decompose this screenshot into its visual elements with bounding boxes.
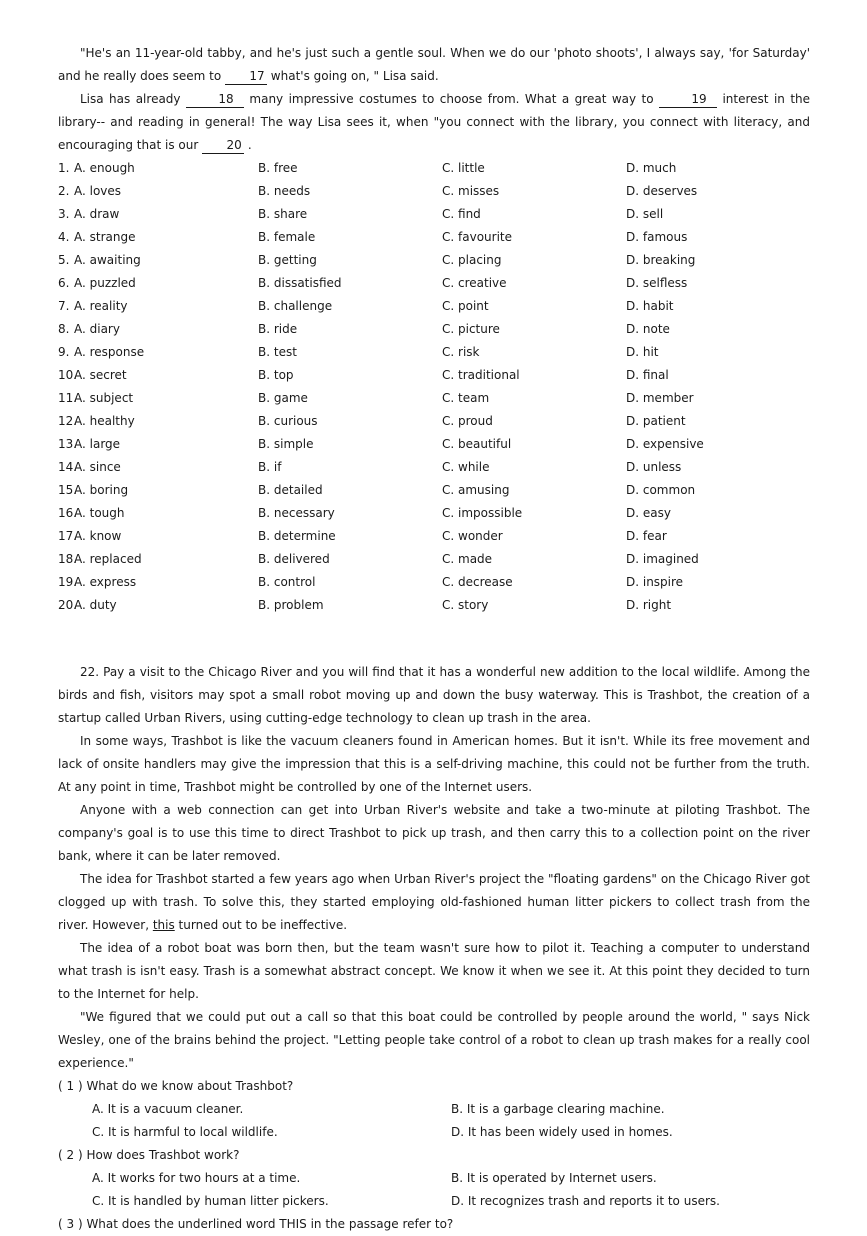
option-d: D. much [626,161,677,175]
choice-c: C. It is handled by human litter pickers. [92,1194,329,1208]
option-b: B. curious [258,414,318,428]
text-run: . [244,138,252,152]
item-number: 8. [58,322,70,336]
option-row [58,364,810,387]
text-run: interest in the library-- and reading in general! The way Lisa sees it, when "you connect with the library, you connect with literacy, and encouraging that is our [58,92,811,152]
section-gap [58,617,810,661]
option-a [58,387,258,410]
option-a [58,548,258,571]
option-c: C. favourite [442,230,512,244]
option-d: D. inspire [626,575,684,589]
option-b: B. female [258,230,316,244]
option-b: B. top [258,368,294,382]
option-d: D. habit [626,299,674,313]
option-d: D. breaking [626,253,696,267]
blank-20: 20 [202,138,244,154]
passage1-paragraph2 [58,88,810,157]
option-row [58,341,810,364]
option-row [58,502,810,525]
option-c: C. traditional [442,368,520,382]
passage2-paragraph4 [58,868,810,937]
passage2-paragraph1: 22. Pay a visit to the Chicago River and you will find that it has a wonderful new addition to the local wildlife. Among the birds and fish, visitors may spot a small robot moving up and down the busy waterway. This is Trashbot, the creation of a startup called Urban Rivers, using cutting-edge technology to clean up trash in the area. [58,665,810,725]
choice-row [58,1190,810,1213]
item-number: 16. [58,506,78,520]
option-a [58,272,258,295]
item-number: 10. [58,368,78,382]
option-d: D. easy [626,506,671,520]
choice-row [58,1167,810,1190]
option-b: B. necessary [258,506,335,520]
option-d: D. member [626,391,694,405]
option-c: C. made [442,552,493,566]
option-row [58,157,810,180]
option-b: B. detailed [258,483,323,497]
item-number: 15. [58,483,78,497]
choice-row [58,1121,810,1144]
choice-b: B. It is operated by Internet users. [451,1171,657,1185]
choice-d: D. It recognizes trash and reports it to users. [451,1194,720,1208]
option-row [58,525,810,548]
option-c: C. beautiful [442,437,512,451]
item-number: 2. [58,184,70,198]
option-c: C. wonder [442,529,503,543]
option-b: B. simple [258,437,314,451]
option-text: A. replaced [74,552,142,566]
option-a [58,157,258,180]
passage1-paragraph1 [58,42,810,88]
passage2-paragraph5: The idea of a robot boat was born then, but the team wasn't sure how to pilot it. Teaching a computer to understand what trash is isn't easy. Trash is a somewhat abstract concept. We know it when we see it. At this point they decided to turn to the Internet for help. [58,941,810,1001]
option-a [58,180,258,203]
option-a [58,249,258,272]
text-run: what's going on, " Lisa said. [266,69,439,83]
item-number: 18. [58,552,78,566]
option-b: B. free [258,161,298,175]
option-a [58,341,258,364]
questions-section [58,1075,810,1236]
document-page [58,42,810,1236]
item-number: 7. [58,299,70,313]
option-text: A. puzzled [74,276,136,290]
option-row [58,387,810,410]
option-b: B. getting [258,253,317,267]
item-number: 5. [58,253,70,267]
option-d: D. common [626,483,696,497]
option-text: A. boring [74,483,129,497]
option-d: D. selfless [626,276,688,290]
option-text: A. duty [74,598,117,612]
option-c: C. picture [442,322,500,336]
options-table [58,157,810,617]
choice-row [58,1098,810,1121]
option-row [58,594,810,617]
question-stem: ( 3 ) What does the underlined word THIS in the passage refer to? [58,1217,454,1231]
option-b: B. test [258,345,297,359]
option-b: B. dissatisfied [258,276,342,290]
option-d: D. fear [626,529,667,543]
option-c: C. placing [442,253,502,267]
passage2-paragraph6: "We figured that we could put out a call so that this boat could be controlled by people around the world, " says Nick Wesley, one of the brains behind the project. "Letting people take control of a robot to clean up trash makes for a really cool experience." [58,1010,810,1070]
option-c: C. creative [442,276,507,290]
passage2-paragraph3: Anyone with a web connection can get into Urban River's website and take a two-minute at piloting Trashbot. The company's goal is to use this time to direct Trashbot to pick up trash, and then carry this to a collection point on the river bank, where it can be later removed. [58,803,810,863]
choice-b: B. It is a garbage clearing machine. [451,1102,665,1116]
option-b: B. problem [258,598,324,612]
option-text: A. diary [74,322,120,336]
option-row [58,295,810,318]
text-run: Lisa has already [80,92,186,106]
option-c: C. misses [442,184,500,198]
choice-a: A. It is a vacuum cleaner. [92,1102,244,1116]
option-row [58,272,810,295]
option-text: A. reality [74,299,128,313]
option-text: A. enough [74,161,135,175]
option-text: A. loves [74,184,122,198]
option-c: C. find [442,207,481,221]
question-stem: ( 1 ) What do we know about Trashbot? [58,1079,294,1093]
option-c: C. decrease [442,575,513,589]
option-a [58,594,258,617]
option-text: A. secret [74,368,127,382]
option-b: B. ride [258,322,298,336]
option-text: A. express [74,575,137,589]
choice-c: C. It is harmful to local wildlife. [92,1125,278,1139]
text-run: many impressive costumes to choose from. What a great way to [243,92,660,106]
option-text: A. healthy [74,414,135,428]
text-run: "He's an 11-year-old tabby, and he's just such a gentle soul. When we do our 'photo shoots', I always say, 'for Saturday' and he really does seem to [58,46,810,83]
option-row [58,571,810,594]
option-row [58,249,810,272]
option-text: A. subject [74,391,134,405]
option-b: B. share [258,207,308,221]
option-row [58,203,810,226]
option-text: A. draw [74,207,120,221]
option-c: C. little [442,161,485,175]
text-run: The idea for Trashbot started a few years ago when Urban River's project the "floating gardens" on the Chicago River got clogged up with trash. To solve this, they started employing old-fashioned human litter pickers to collect trash from the river. However, [58,872,810,932]
option-a [58,479,258,502]
option-c: C. impossible [442,506,523,520]
option-c: C. story [442,598,489,612]
option-row [58,548,810,571]
option-text: A. awaiting [74,253,141,267]
option-b: B. game [258,391,308,405]
option-row [58,410,810,433]
option-row [58,226,810,249]
option-text: A. large [74,437,121,451]
text-run: turned out to be ineffective. [174,918,348,932]
option-b: B. needs [258,184,311,198]
option-row [58,433,810,456]
option-d: D. imagined [626,552,699,566]
item-number: 19. [58,575,78,589]
option-a [58,433,258,456]
choice-a: A. It works for two hours at a time. [92,1171,301,1185]
option-c: C. proud [442,414,493,428]
option-text: A. tough [74,506,125,520]
option-d: D. famous [626,230,688,244]
option-c: C. team [442,391,490,405]
option-row [58,479,810,502]
item-number: 3. [58,207,70,221]
blank-19: 19 [659,92,717,108]
option-b: B. delivered [258,552,330,566]
option-text: A. strange [74,230,136,244]
option-d: D. right [626,598,672,612]
option-d: D. sell [626,207,664,221]
option-a [58,410,258,433]
option-a [58,456,258,479]
item-number: 11. [58,391,78,405]
blank-17: 17 [225,69,267,85]
option-a [58,203,258,226]
option-b: B. control [258,575,316,589]
option-d: D. final [626,368,669,382]
item-number: 1. [58,161,70,175]
question-stem: ( 2 ) How does Trashbot work? [58,1148,240,1162]
option-row [58,180,810,203]
option-c: C. while [442,460,490,474]
option-b: B. determine [258,529,336,543]
item-number: 4. [58,230,70,244]
item-number: 20. [58,598,78,612]
option-a [58,364,258,387]
option-b: B. challenge [258,299,333,313]
option-d: D. unless [626,460,682,474]
option-a [58,502,258,525]
choice-d: D. It has been widely used in homes. [451,1125,673,1139]
option-d: D. deserves [626,184,698,198]
item-number: 17. [58,529,78,543]
option-a [58,226,258,249]
option-a [58,525,258,548]
option-text: A. know [74,529,122,543]
option-a [58,318,258,341]
option-text: A. since [74,460,121,474]
underlined-word: this [152,918,175,932]
option-d: D. expensive [626,437,704,451]
option-d: D. hit [626,345,659,359]
option-b: B. if [258,460,282,474]
item-number: 12. [58,414,78,428]
item-number: 14. [58,460,78,474]
item-number: 9. [58,345,70,359]
option-row [58,318,810,341]
option-a [58,571,258,594]
option-d: D. patient [626,414,686,428]
blank-18: 18 [186,92,244,108]
option-row [58,456,810,479]
option-c: C. amusing [442,483,510,497]
option-d: D. note [626,322,670,336]
item-number: 6. [58,276,70,290]
item-number: 13. [58,437,78,451]
option-c: C. point [442,299,489,313]
option-text: A. response [74,345,145,359]
option-c: C. risk [442,345,480,359]
passage2-paragraph2: In some ways, Trashbot is like the vacuum cleaners found in American homes. But it isn't. While its free movement and lack of onsite handlers may give the impression that this is a self-driving machine, this could not be further from the truth. At any point in time, Trashbot might be controlled by one of the Internet users. [58,734,810,794]
option-a [58,295,258,318]
